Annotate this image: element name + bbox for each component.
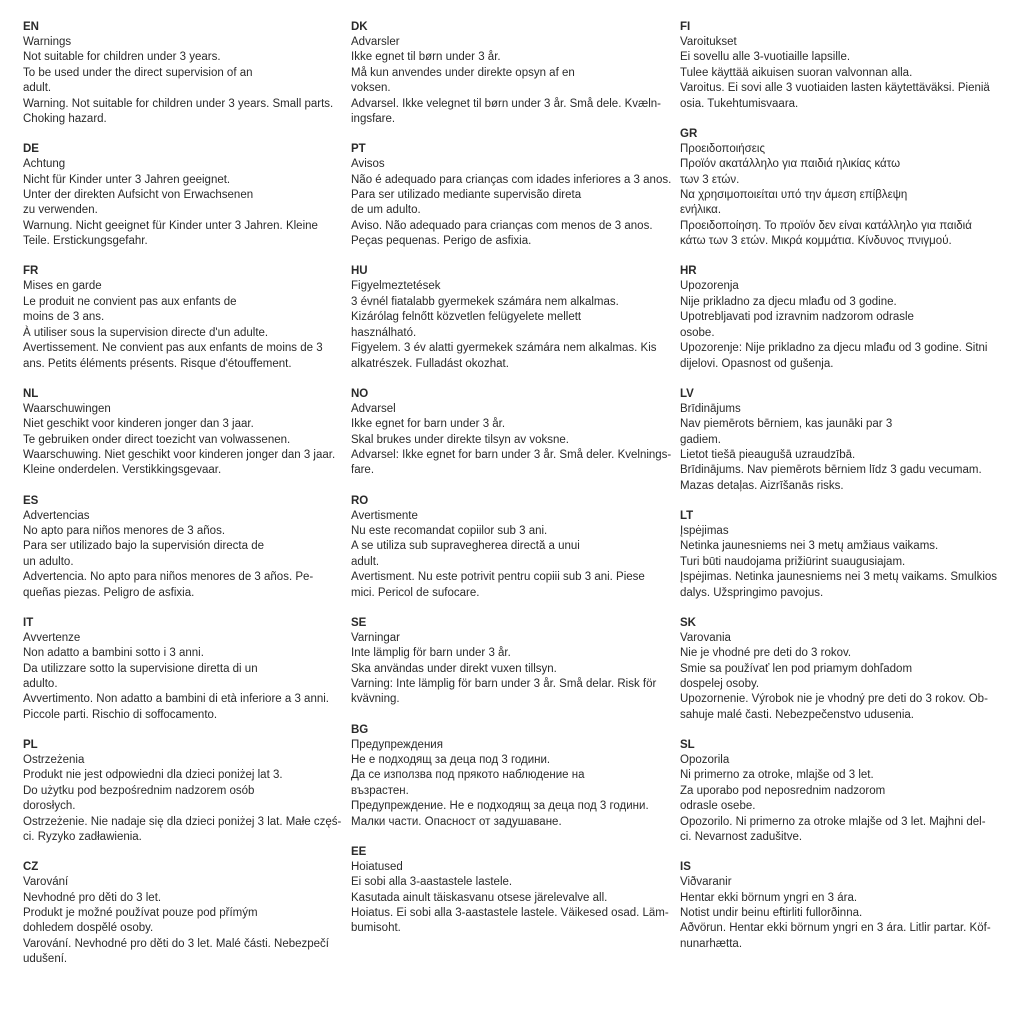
language-code: DK [351,21,368,33]
warnings-column-2 [351,20,673,937]
language-code: NL [23,387,39,400]
warning-text-line: Avertisment. Nu este potrivit pentru copiii sub 3 ani. Piese [351,571,645,584]
warning-text-line: Le produit ne convient pas aux enfants de [23,295,237,308]
warning-text-line: mici. Pericol de sufocare. [351,586,480,599]
language-code: SK [680,616,696,629]
warning-heading: Figyelmeztetések [351,280,441,293]
warning-block-dk [351,20,673,127]
warning-text-line: bumisoht. [351,922,401,935]
warning-text-line: ingsfare. [351,113,396,126]
warning-text-line: Za uporabo pod neposrednim nadzorom [680,784,886,797]
warning-text-line: Nu este recomandat copiilor sub 3 ani. [351,524,548,537]
warning-text-line: voksen. [351,82,391,95]
warning-text-line: adult. [351,555,380,568]
warning-text-line: Nie je vhodné pre deti do 3 rokov. [680,647,852,660]
warning-text-line: Não é adequado para crianças com idades inferiores a 3 anos. [351,173,672,186]
warning-text-line: Do użytku pod bezpośrednim nadzorem osób [23,784,255,797]
warning-heading: Ostrzeżenia [23,754,85,766]
language-code: IT [23,616,34,629]
language-code: NO [351,387,369,400]
warning-text-line: Non adatto a bambini sotto i 3 anni. [23,647,204,660]
warning-text-line: Brīdinājums. Nav piemērots bērniem līdz 3 gadu vecumam. [680,464,982,477]
warning-block-pt [351,142,673,249]
warning-heading: Opozorila [680,754,730,766]
warning-text-line: un adulto. [23,555,74,568]
warning-text-line: Varning: Inte lämplig för barn under 3 år. Små delar. Risk för [351,677,657,690]
warning-heading: Varovania [680,631,731,644]
warning-block-se [351,616,673,708]
warning-text-line: των 3 ετών. [680,173,740,186]
warning-block-bg [351,723,673,830]
warning-text-line: Ni primerno za otroke, mlajše od 3 let. [680,769,874,782]
warning-text-line: Upozornenie. Výrobok nie je vhodný pre deti do 3 rokov. Ob- [680,693,988,706]
warning-text-line: Niet geschikt voor kinderen jonger dan 3 jaar. [23,418,254,431]
warning-text-line: dospelej osoby. [680,677,760,690]
warning-text-line: osobe. [680,326,715,339]
warning-text-line: nunarhætta. [680,937,743,950]
warning-heading: Предупреждения [351,738,443,751]
language-code: EN [23,21,39,33]
warning-text-line: 3 évnél fiatalabb gyermekek számára nem alkalmas. [351,295,619,308]
warning-text-line: Hoiatus. Ei sobi alla 3-aastastele lastele. Väikesed osad. Läm- [351,907,669,920]
warning-block-en [23,20,341,127]
warning-text-line: adult. [23,82,52,95]
warning-text-line: Aðvörun. Hentar ekki börnum yngri en 3 ára. Litlir partar. Köf- [680,922,991,935]
warning-text-line: ενήλικα. [680,204,722,217]
warning-text-line: Kizárólag felnőtt közvetlen felügyelete mellett [351,311,582,324]
language-code: SL [680,739,695,751]
warning-block-no [351,387,673,479]
language-code: RO [351,494,369,507]
warning-text-line: Προϊόν ακατάλληλο για παιδιά ηλικίας κάτω [680,158,901,171]
warning-text-line: Предупреждение. Не е подходящ за деца под 3 години. [351,800,649,813]
warning-text-line: Not suitable for children under 3 years. [23,51,221,64]
language-code: ES [23,494,39,507]
language-code: LV [680,387,694,400]
warning-text-line: dorosłych. [23,800,76,813]
warning-text-line: Ostrzeżenie. Nie nadaje się dla dzieci poniżej 3 lat. Małe częś- [23,815,342,828]
warning-text-line: Figyelem. 3 év alatti gyermekek számára nem alkalmas. Kis [351,342,657,355]
warning-text-line: osia. Tukehtumisvaara. [680,97,799,110]
language-code: LT [680,509,694,522]
warning-heading: Waarschuwingen [23,402,111,415]
warning-block-sl [680,738,1002,845]
warning-text-line: Waarschuwing. Niet geschikt voor kinderen jonger dan 3 jaar. [23,448,336,461]
warning-text-line: kvävning. [351,693,400,706]
language-code: IS [680,861,691,874]
warning-text-line: odrasle osebe. [680,800,756,813]
warning-text-line: Upotrebljavati pod izravnim nadzorom odrasle [680,311,914,324]
warning-text-line: Advarsel: Ikke egnet for barn under 3 år. Små deler. Kvelnings- [351,448,672,461]
language-code: FI [680,21,691,33]
warning-block-gr [680,127,1002,250]
warning-text-line: udušení. [23,953,68,966]
warning-text-line: Må kun anvendes under direkte opsyn af en [351,66,575,79]
warning-text-line: fare. [351,464,375,477]
warning-text-line: Не е подходящ за деца под 3 години. [351,754,551,766]
warning-text-line: Малки части. Опасност от задушаване. [351,815,562,828]
warning-text-line: Ikke egnet for barn under 3 år. [351,418,506,431]
warning-block-fi [680,20,1002,112]
warning-text-line: Ska användas under direkt vuxen tillsyn. [351,662,557,675]
warning-text-line: ci. Ryzyko zadławienia. [23,831,142,844]
warning-text-line: Upozorenje: Nije prikladno za djecu mlađu od 3 godine. Sitni [680,342,988,355]
warning-block-lv [680,387,1002,494]
warning-text-line: À utiliser sous la supervision directe d'un adulte. [23,326,269,339]
warning-text-line: Da utilizzare sotto la supervisione diretta di un [23,662,258,675]
warning-text-line: Notist undir beinu eftirliti fullorðinna. [680,907,863,920]
warning-heading: Mises en garde [23,280,102,293]
warning-heading: Upozorenja [680,280,739,293]
warning-heading: Varování [23,876,69,889]
language-code: SE [351,616,367,629]
language-code: HR [680,265,697,278]
warning-text-line: Да се използва под прякото наблюдение на [351,769,585,782]
language-code: GR [680,127,698,140]
warning-heading: Avvertenze [23,631,81,644]
warning-heading: Advarsel [351,402,396,415]
warning-text-line: sahuje malé časti. Nebezpečenstvo udusenia. [680,708,914,721]
warning-block-fr [23,264,341,371]
warning-text-line: Warnung. Nicht geeignet für Kinder unter 3 Jahren. Kleine [23,219,318,232]
warning-text-line: Aviso. Não adequado para crianças com menos de 3 anos. [351,219,653,232]
warning-text-line: zu verwenden. [23,204,98,217]
warning-text-line: Inte lämplig för barn under 3 år. [351,647,511,660]
warning-text-line: dohledem dospělé osoby. [23,922,154,935]
warning-heading: Avisos [351,158,385,171]
warning-text-line: dijelovi. Opasnost od gušenja. [680,357,834,370]
warning-text-line: Nije prikladno za djecu mlađu od 3 godine. [680,295,897,308]
warning-text-line: Advertencia. No apto para niños menores de 3 años. Pe- [23,571,314,584]
language-code: CZ [23,861,39,874]
warning-text-line: Προειδοποίηση. Το προϊόν δεν είναι κατάλληλο για παιδιά [680,219,972,232]
warning-text-line: használható. [351,326,417,339]
warnings-column-1 [23,20,341,968]
warning-text-line: moins de 3 ans. [23,311,105,324]
warning-text-line: Įspėjimas. Netinka jaunesniems nei 3 metų vaikams. Smulkios [680,571,998,584]
warning-text-line: Kasutada ainult täiskasvanu otsese järelevalve all. [351,891,608,904]
warning-text-line: ans. Petits éléments présents. Risque d'étouffement. [23,357,292,370]
warning-text-line: Mazas detaļas. Aizrīšanās risks. [680,479,844,492]
warning-heading: Warnings [23,36,72,48]
warning-heading: Προειδοποιήσεις [680,142,765,155]
warning-text-line: Avertissement. Ne convient pas aux enfants de moins de 3 [23,342,323,355]
warning-text-line: Piccole parti. Rischio di soffocamento. [23,708,218,721]
warning-block-pl [23,738,341,845]
warning-heading: Achtung [23,158,66,171]
warning-text-line: Ei sobi alla 3-aastastele lastele. [351,876,513,889]
warning-block-lt [680,509,1002,601]
warning-text-line: A se utiliza sub supravegherea directă a unui [351,540,580,553]
warning-text-line: ci. Nevarnost zadušitve. [680,831,803,844]
warning-text-line: alkatrészek. Fulladást okozhat. [351,357,509,370]
warning-text-line: To be used under the direct supervision of an [23,66,253,79]
warning-heading: Varningar [351,631,401,644]
warning-block-cz [23,860,341,967]
language-code: PT [351,143,366,156]
warning-text-line: Skal brukes under direkte tilsyn av voksne. [351,433,569,446]
warning-block-nl [23,387,341,479]
warning-text-line: Te gebruiken onder direct toezicht van volwassenen. [23,433,291,446]
warning-heading: Viðvaranir [680,876,732,889]
warning-block-sk [680,616,1002,723]
warning-block-is [680,860,1002,952]
warning-text-line: Warning. Not suitable for children under 3 years. Small parts. [23,97,334,110]
warning-heading: Brīdinājums [680,402,741,415]
warning-text-line: Να χρησιμοποιείται υπό την άμεση επίβλεψη [680,189,908,202]
warning-text-line: Avvertimento. Non adatto a bambini di età inferiore a 3 anni. [23,693,329,706]
warning-text-line: Netinka jaunesniems nei 3 metų amžiaus vaikams. [680,540,939,553]
warning-block-ee [351,845,673,937]
warning-block-it [23,616,341,723]
language-code: HU [351,265,368,278]
warning-text-line: Para ser utilizado mediante supervisão direta [351,189,582,202]
warning-text-line: dalys. Užspringimo pavojus. [680,586,824,599]
warning-block-hr [680,264,1002,371]
warning-heading: Hoiatused [351,860,403,873]
language-code: FR [23,265,39,278]
warning-text-line: Opozorilo. Ni primerno za otroke mlajše od 3 let. Majhni del- [680,815,986,828]
warning-text-line: adulto. [23,677,58,690]
warning-text-line: Produkt nie jest odpowiedni dla dzieci poniżej lat 3. [23,769,283,782]
warning-text-line: gadiem. [680,433,721,446]
warning-block-ro [351,494,673,601]
warning-block-de [23,142,341,249]
warnings-column-3 [680,20,1002,952]
warning-text-line: Teile. Erstickungsgefahr. [23,235,148,248]
warning-text-line: Varování. Nevhodné pro děti do 3 let. Malé části. Nebezpečí [23,937,329,950]
warning-text-line: Turi būti naudojama prižiūrint suaugusiajam. [680,555,906,568]
warning-text-line: възрастен. [351,784,409,797]
warning-text-line: Varoitus. Ei sovi alle 3 vuotiaiden lasten käytettäväksi. Pieniä [680,82,990,95]
warning-block-es [23,494,341,601]
warning-heading: Įspėjimas [680,524,729,537]
warning-text-line: Peças pequenas. Perigo de asfixia. [351,235,532,248]
warning-text-line: Choking hazard. [23,113,107,126]
warning-text-line: Ei sovellu alle 3-vuotiaille lapsille. [680,51,851,64]
warning-text-line: κάτω των 3 ετών. Μικρά κομμάτια. Κίνδυνος πνιγμού. [680,235,952,248]
warning-text-line: Nevhodné pro děti do 3 let. [23,891,162,904]
warning-heading: Advertencias [23,509,90,522]
warning-text-line: Unter der direkten Aufsicht von Erwachsenen [23,189,254,202]
warning-text-line: queñas piezas. Peligro de asfixia. [23,586,195,599]
language-code: PL [23,739,38,751]
language-code: EE [351,845,367,858]
warning-heading: Advarsler [351,36,400,48]
warning-text-line: Lietot tiešā pieaugušā uzraudzībā. [680,448,856,461]
warning-text-line: Smie sa používať len pod priamym dohľadom [680,662,913,675]
language-code: BG [351,723,369,736]
warning-text-line: Kleine onderdelen. Verstikkingsgevaar. [23,464,222,477]
warning-text-line: Para ser utilizado bajo la supervisión directa de [23,540,264,553]
warning-text-line: Hentar ekki börnum yngri en 3 ára. [680,891,858,904]
language-code: DE [23,143,39,156]
warning-text-line: Nav piemērots bērniem, kas jaunāki par 3 [680,418,893,431]
warning-text-line: Ikke egnet til børn under 3 år. [351,51,501,64]
warning-heading: Varoitukset [680,36,737,48]
warning-text-line: Nicht für Kinder unter 3 Jahren geeignet. [23,173,231,186]
warning-text-line: No apto para niños menores de 3 años. [23,524,226,537]
warning-block-hu [351,264,673,371]
warning-text-line: Produkt je možné používat pouze pod přímým [23,907,258,920]
warning-text-line: Tulee käyttää aikuisen suoran valvonnan alla. [680,66,913,79]
warning-heading: Avertismente [351,509,418,522]
warning-text-line: Advarsel. Ikke velegnet til børn under 3 år. Små dele. Kvæln- [351,97,662,110]
warning-text-line: de um adulto. [351,204,421,217]
